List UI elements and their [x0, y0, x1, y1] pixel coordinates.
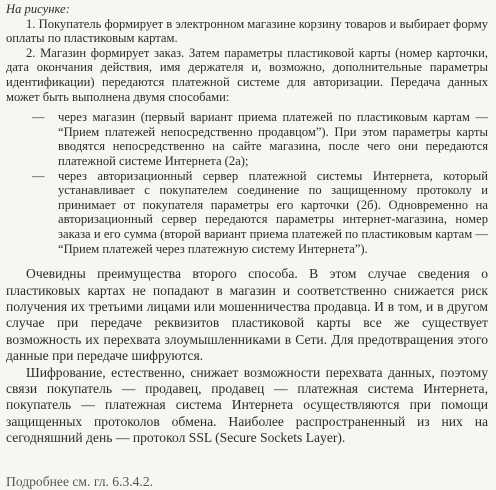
- list-item: [6, 110, 488, 168]
- list-item-text: через авторизационный сервер платежной системы Интернета, который устанавливает с покупателем соединение по защищенному протоколу и принимает от покупателя параметры его карточки (2б). Одновременно на авторизационный сервер передаются параметры интернет-магазина, номер заказа и его сумма (второй вариант приема платежей по пластиковым картам — “Прием платежей через платежную систему Интернета”).: [58, 168, 488, 256]
- list-item: [6, 169, 488, 257]
- figure-caption-block: [6, 2, 488, 256]
- body-text: [6, 266, 488, 446]
- paragraph-1: Очевидны преимущества второго способа. В этом случае сведения о пластиковых картах не попадают в магазин и соответственно снижается риск получения их третьими лицами или мошенничества продавца. И в том, и в другом случае при передаче реквизитов пластиковой карты все же существует возможность их перехвата злоумышленниками в Сети. Для предотвращения этого данные при передаче шифруются.: [6, 266, 488, 364]
- caption-item-1: 1. Покупатель формирует в электронном магазине корзину товаров и выбирает форму оплаты по пластиковым картам.: [6, 16, 488, 46]
- caption-heading: На рисунке:: [6, 2, 70, 16]
- cut-off-line: [6, 474, 488, 490]
- cut-off-text: Подробнее см. гл. 6.3.4.2.: [6, 474, 154, 489]
- dash-marker: —: [32, 110, 45, 125]
- caption-item-2: 2. Магазин формирует заказ. Затем параметры пластиковой карты (номер карточки, дата окончания действия, имя держателя и, возможно, дополнительные параметры идентификации) передаются платежной системе для авторизации. Передача данных может быть выполнена двумя способами:: [6, 45, 488, 104]
- spacer: [6, 256, 488, 266]
- list-item-text: через магазин (первый вариант приема платежей по пластиковым картам — “Прием платежей непосредственно продавцом”). При этом параметры карты вводятся непосредственно на сайте магазина, после чего они передаются платежной системе Интернета (2а);: [58, 110, 488, 168]
- caption-dash-list: [6, 110, 488, 256]
- dash-marker: —: [32, 168, 45, 183]
- paragraph-2: Шифрование, естественно, снижает возможности перехвата данных, поэтому связи покупатель — продавец, продавец — платежная система Интернета, покупатель — платежная система Интернета осуществляются при помощи защищенных протоколов обмена. Наиболее распространенный из них на сегодняшний день — протокол SSL (Secure Sockets Layer).: [6, 364, 488, 446]
